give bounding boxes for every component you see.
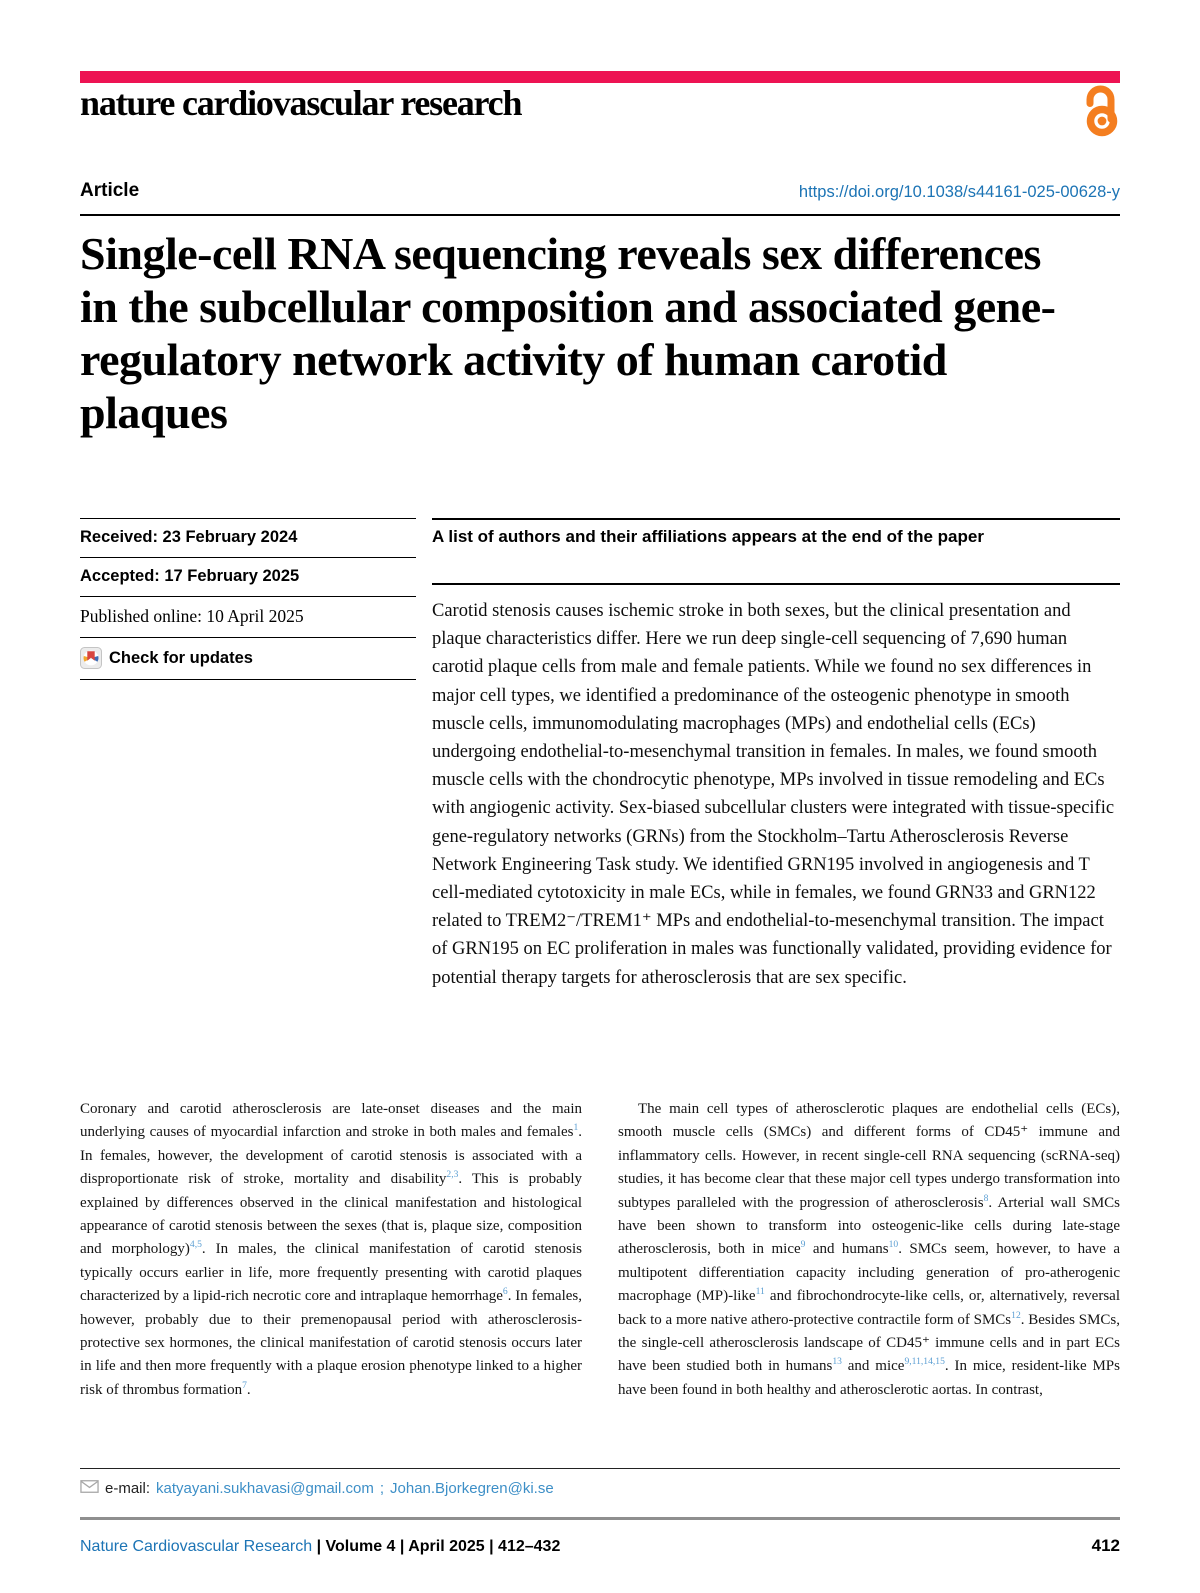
open-access-icon — [1081, 85, 1121, 139]
authors-note-divider — [432, 518, 1120, 520]
body-column-right — [618, 1098, 1120, 1402]
body-paragraph: The main cell types of atherosclerotic plaques are endothelial cells (ECs), smooth muscle cells (SMCs) and different forms of CD45⁺ immune and inflammatory cells. However, in recent single-cell RNA sequencing (scRNA-seq) studies, it has become clear that these major cell types undergo transformation into subtypes paralleled with the progression of atherosclerosis$^8$. Arterial wall SMCs have been shown to transform into osteogenic-like cells during late-stage atherosclerosis, both in mice$^9$ and humans$^{10}$. SMCs seem, however, to have a multipotent differentiation capacity including generation of pro-atherogenic macrophage (MP)-like$^{11}$ and fibrochondrocyte-like cells, or, alternatively, reversal back to a more native athero-protective contractile form of SMCs$^{12}$. Besides SMCs, the single-cell atherosclerosis landscape of CD45⁺ immune cells and in part ECs have been studied both in humans$^{13}$ and mice$^{9,11,14,15}$. In mice, resident-like MPs have been found in both healthy and atherosclerotic aortas. In contrast, — [618, 1101, 1121, 1398]
running-footer — [80, 1536, 1120, 1556]
email-link-2[interactable]: Johan.Bjorkegren@ki.se — [390, 1480, 554, 1497]
email-link-1[interactable]: katyayani.sukhavasi@gmail.com — [156, 1480, 374, 1497]
envelope-icon — [80, 1480, 99, 1497]
doi-link[interactable]: https://doi.org/10.1038/s44161-025-00628-y — [798, 183, 1120, 201]
bottom-rule — [80, 1517, 1120, 1520]
journal-wordmark: nature cardiovascular research — [80, 83, 522, 123]
journal-footer-link[interactable]: Nature Cardiovascular Research — [80, 1538, 313, 1555]
email-label: e-mail: — [105, 1480, 151, 1497]
abstract-divider — [432, 583, 1120, 585]
email-separator: ; — [379, 1480, 385, 1497]
check-for-updates-label: Check for updates — [109, 648, 253, 667]
article-history — [80, 518, 416, 680]
received-date: Received: 23 February 2024 — [80, 518, 416, 557]
article-type-label: Article — [80, 180, 140, 201]
crossmark-icon — [80, 647, 102, 669]
issue-info: | Volume 4 | April 2025 | 412–432 — [316, 1538, 561, 1555]
body-column-left — [80, 1098, 582, 1402]
page-number: 412 — [1091, 1536, 1120, 1555]
body-paragraph: Coronary and carotid atherosclerosis are late-onset diseases and the main underlying causes of myocardial infarction and stroke in both males and females$^1$. In females, however, the development of carotid stenosis is associated with a disproportionate risk of stroke, mortality and disability$^{2,3}$. This is probably explained by differences observed in the clinical manifestation and histological appearance of carotid stenosis between the sexes (that is, plaque size, composition and morphology)$^{4,5}$. In males, the clinical manifestation of carotid stenosis typically occurs earlier in life, more frequently presenting with carotid plaques characterized by a lipid-rich necrotic core and intraplaque hemorrhage$^6$. In females, however, probably due to their premenopausal period with atherosclerosis-protective sex hormones, the clinical manifestation of carotid stenosis occurs later in life and then more frequently with a plaque erosion phenotype linked to a higher risk of thrombus formation$^7$. — [80, 1101, 582, 1398]
check-for-updates-link[interactable] — [80, 647, 416, 669]
published-date: Published online: 10 April 2025 — [80, 596, 416, 637]
accepted-date: Accepted: 17 February 2025 — [80, 557, 416, 596]
footer-divider — [80, 1468, 1120, 1469]
correspondence-row — [80, 1480, 1120, 1497]
authors-note: A list of authors and their affiliations appears at the end of the paper — [432, 527, 984, 546]
abstract-text: Carotid stenosis causes ischemic stroke in both sexes, but the clinical presentation and plaque characteristics differ. Here we run deep single-cell sequencing of 7,690 human carotid plaque cells from male and female patients. While we found no sex differences in major cell types, we identified a predominance of the osteogenic phenotype in smooth muscle cells, immunomodulating macrophages (MPs) and endothelial cells (ECs) undergoing endothelial-to-mesenchymal transition in females. In males, we found smooth muscle cells with the chondrocytic phenotype, MPs involved in tissue remodeling and ECs with angiogenic activity. Sex-biased subcellular clusters were integrated with tissue-specific gene-regulatory networks (GRNs) from the Stockholm–Tartu Atherosclerosis Reverse Network Engineering Task study. We identified GRN195 involved in angiogenesis and T cell-mediated cytotoxicity in male ECs, while in females, we found GRN33 and GRN122 related to TREM2⁻/TREM1⁺ MPs and endothelial-to-mesenchymal transition. The impact of GRN195 on EC proliferation in males was functionally validated, providing evidence for potential therapy targets for atherosclerosis that are sex specific. — [432, 601, 1115, 988]
article-title: Single-cell RNA sequencing reveals sex differences in the subcellular composition and associated gene-regulatory network activity of human carotid plaques — [80, 228, 1056, 438]
header-divider — [80, 214, 1120, 216]
